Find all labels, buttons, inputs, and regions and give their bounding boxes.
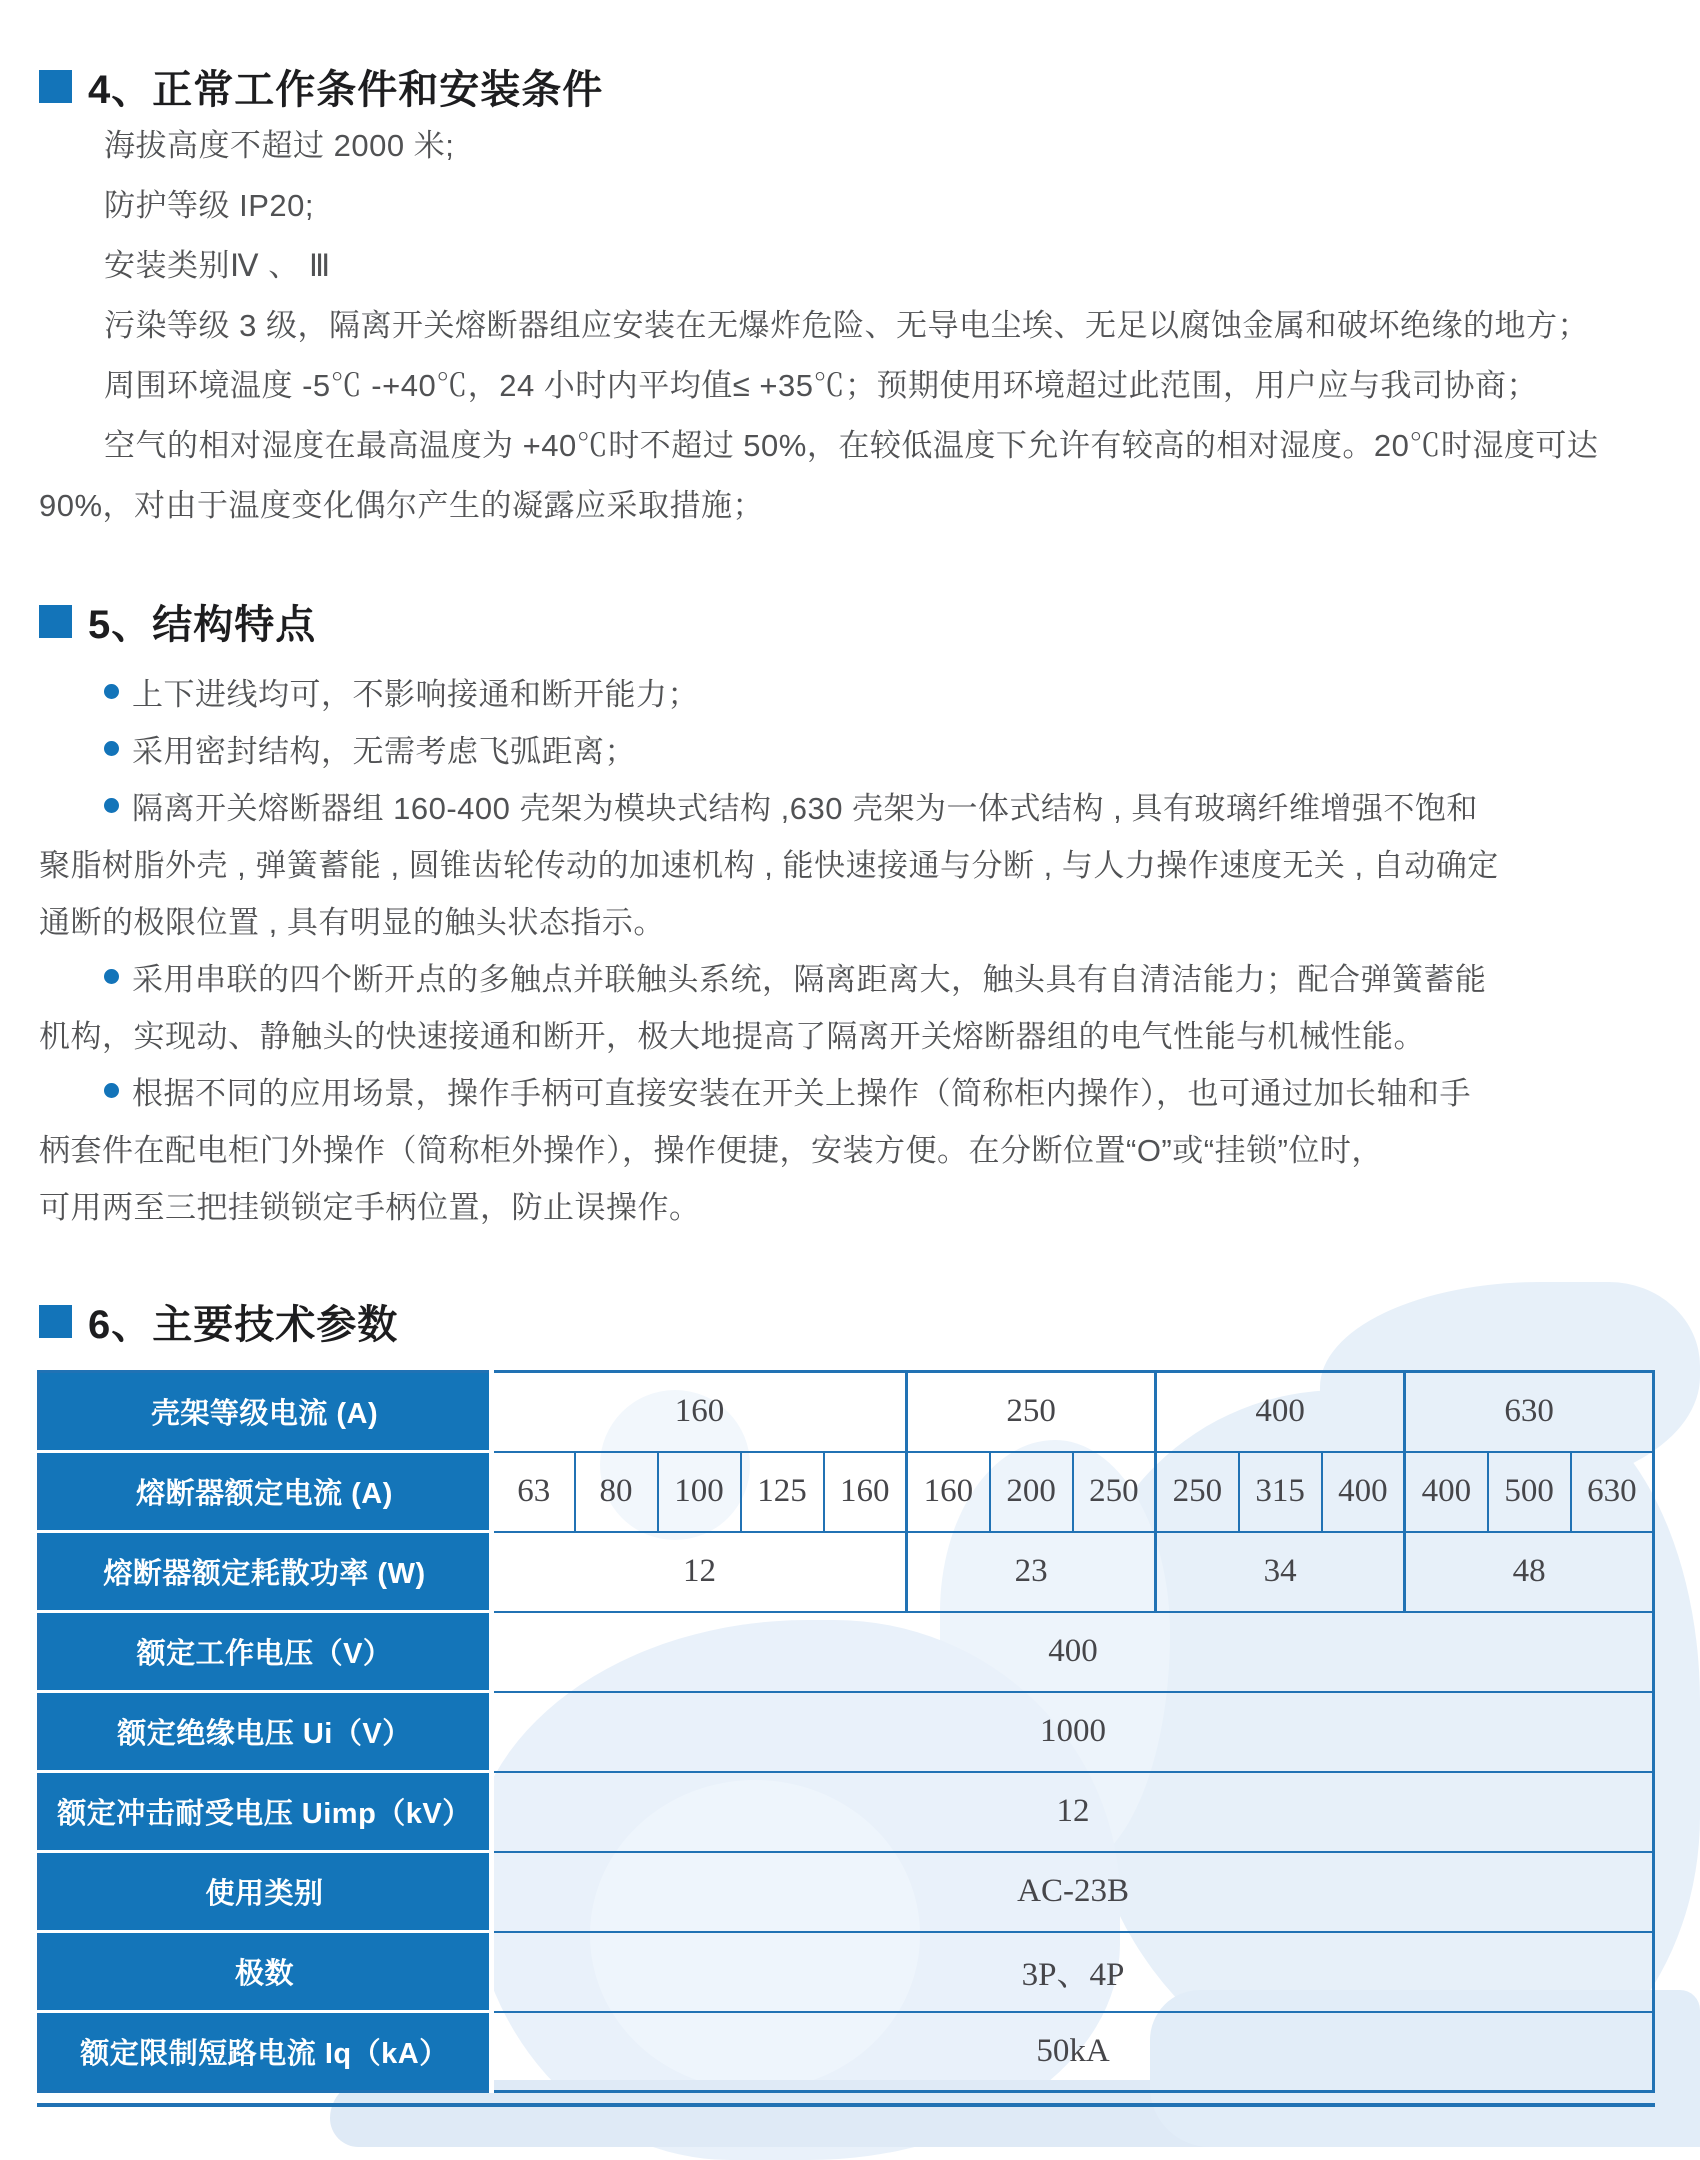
condition-line: 污染等级 3 级，隔离开关熔断器组应安装在无爆炸危险、无导电尘埃、无足以腐蚀金属和破坏绝缘的地方；: [104, 307, 1589, 343]
condition-line: 空气的相对湿度在最高温度为 +40℃时不超过 50%，在较低温度下允许有较高的相对湿度。20℃时湿度可达: [104, 427, 1599, 463]
table-cell: 315: [1239, 1452, 1322, 1532]
row-label: 熔断器额定电流 (A): [39, 1452, 492, 1532]
feature-line: 上下进线均可，不影响接通和断开能力；: [39, 663, 1669, 720]
feature-line: 采用串联的四个断开点的多触点并联触头系统，隔离距离大，触头具有自清洁能力；配合弹簧蓄能: [39, 948, 1669, 1005]
section-4-body: [39, 112, 1669, 532]
heading-square-icon: [39, 605, 72, 638]
table-cell: 34: [1156, 1532, 1405, 1612]
table-cell: 200: [990, 1452, 1073, 1532]
row-label: 使用类别: [39, 1852, 492, 1932]
parameters-table: [37, 1370, 1655, 2093]
condition-line: 防护等级 IP20;: [104, 187, 314, 223]
bullet-icon: [104, 798, 119, 813]
bullet-icon: [104, 1083, 119, 1098]
table-cell: 160: [907, 1452, 990, 1532]
feature-line: 聚脂树脂外壳 , 弹簧蓄能 , 圆锥齿轮传动的加速机构 , 能快速接通与分断 , 与人力操作速度无关 , 自动确定: [39, 848, 1499, 883]
table-cell: 63: [492, 1452, 575, 1532]
feature-line: 隔离开关熔断器组 160-400 壳架为模块式结构 ,630 壳架为一体式结构 , 具有玻璃纤维增强不饱和: [39, 777, 1669, 834]
table-cell: 400: [492, 1612, 1654, 1692]
table-cell: 100: [658, 1452, 741, 1532]
row-label: 额定工作电压（V）: [39, 1612, 492, 1692]
row-label: 额定冲击耐受电压 Uimp（kV）: [39, 1772, 492, 1852]
feature-line: 根据不同的应用场景，操作手柄可直接安装在开关上操作（简称柜内操作），也可通过加长轴和手: [39, 1062, 1669, 1119]
feature-line: 机构，实现动、静触头的快速接通和断开，极大地提高了隔离开关熔断器组的电气性能与机械性能。: [39, 1019, 1425, 1054]
table-cell: 48: [1405, 1532, 1654, 1612]
bullet-icon: [104, 969, 119, 984]
feature-line: 可用两至三把挂锁锁定手柄位置，防止误操作。: [39, 1190, 701, 1225]
table-cell: 1000: [492, 1692, 1654, 1772]
table-row: [39, 1452, 1654, 1532]
section-6-heading: [39, 1293, 398, 1350]
table-cell: 125: [741, 1452, 824, 1532]
table-cell: 80: [575, 1452, 658, 1532]
feature-line: 通断的极限位置 , 具有明显的触头状态指示。: [39, 905, 665, 940]
table-row: [39, 1532, 1654, 1612]
table-cell: AC-23B: [492, 1852, 1654, 1932]
row-label: 熔断器额定耗散功率 (W): [39, 1532, 492, 1612]
table-cell: 400: [1156, 1372, 1405, 1452]
table-cell: 12: [492, 1532, 907, 1612]
feature-line: 柄套件在配电柜门外操作（简称柜外操作），操作便捷，安装方便。在分断位置“O”或“挂锁”位时，: [39, 1133, 1383, 1168]
table-cell: 160: [824, 1452, 907, 1532]
heading-square-icon: [39, 70, 72, 103]
table-row: [39, 1692, 1654, 1772]
table-cell: 23: [907, 1532, 1156, 1612]
table-row: [39, 1372, 1654, 1452]
condition-line: 周围环境温度 -5℃ -+40℃，24 小时内平均值≤ +35℃；预期使用环境超过此范围，用户应与我司协商；: [104, 367, 1538, 403]
table-cell: 250: [1156, 1452, 1239, 1532]
section-5-body: [39, 663, 1669, 1233]
table-row: [39, 1852, 1654, 1932]
table-row: [39, 1772, 1654, 1852]
row-label: 极数: [39, 1932, 492, 2012]
table-cell: 12: [492, 1772, 1654, 1852]
table-cell: 50kA: [492, 2012, 1654, 2092]
table-cell: 250: [907, 1372, 1156, 1452]
table-cell: 630: [1405, 1372, 1654, 1452]
table-cell: 400: [1405, 1452, 1488, 1532]
condition-line: 安装类别Ⅳ 、 Ⅲ: [104, 247, 331, 283]
table-row: [39, 2012, 1654, 2092]
table-cell: 400: [1322, 1452, 1405, 1532]
table-cell: 500: [1488, 1452, 1571, 1532]
section-4-title: 4、正常工作条件和安装条件: [88, 68, 604, 112]
feature-line: 采用密封结构，无需考虑飞弧距离；: [39, 720, 1669, 777]
heading-square-icon: [39, 1305, 72, 1338]
condition-line: 海拔高度不超过 2000 米;: [104, 127, 455, 163]
row-label: 壳架等级电流 (A): [39, 1372, 492, 1452]
section-5-title: 5、结构特点: [88, 603, 317, 647]
section-5-heading: [39, 593, 316, 650]
table-cell: 630: [1571, 1452, 1654, 1532]
table-cell: 250: [1073, 1452, 1156, 1532]
table-row: [39, 1932, 1654, 2012]
bullet-icon: [104, 741, 119, 756]
section-6-title: 6、主要技术参数: [88, 1303, 399, 1347]
table-cell: 160: [492, 1372, 907, 1452]
parameters-table-wrap: [37, 1370, 1655, 2093]
table-bottom-rule: [37, 2103, 1655, 2107]
row-label: 额定绝缘电压 Ui（V）: [39, 1692, 492, 1772]
row-label: 额定限制短路电流 Iq（kA）: [39, 2012, 492, 2092]
table-row: [39, 1612, 1654, 1692]
table-cell: 3P、4P: [492, 1932, 1654, 2012]
bullet-icon: [104, 684, 119, 699]
section-4-heading: [39, 58, 603, 115]
condition-line: 90%，对由于温度变化偶尔产生的凝露应采取措施；: [39, 487, 765, 523]
